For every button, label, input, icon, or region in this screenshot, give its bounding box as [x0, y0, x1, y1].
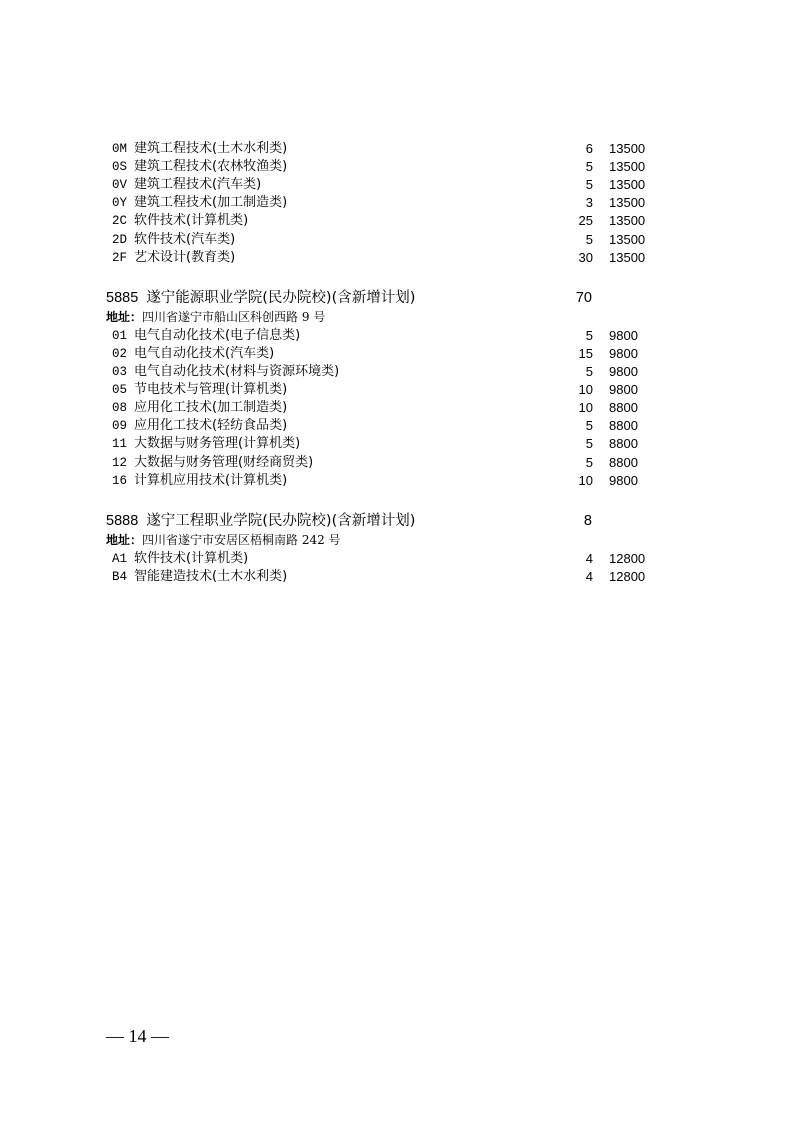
tuition-fee: 13500 [609, 177, 646, 192]
plan-count: 25 [578, 213, 593, 228]
plan-count: 4 [585, 569, 593, 584]
address-label: 地址： [106, 310, 143, 324]
major-name: 节电技术与管理(计算机类) [134, 382, 288, 397]
major-name: 应用化工技术(加工制造类) [134, 400, 288, 415]
major-code: 09 [112, 419, 128, 433]
major-code: 01 [112, 329, 128, 343]
table-row [0, 176, 793, 194]
table-row [0, 140, 793, 158]
tuition-fee: 13500 [609, 195, 646, 210]
major-name: 应用化工技术(轻纺食品类) [134, 418, 288, 433]
school-total-plan: 70 [575, 290, 592, 306]
plan-count: 5 [585, 232, 593, 247]
plan-count: 5 [585, 364, 593, 379]
school-heading [106, 288, 415, 308]
tuition-fee: 8800 [609, 418, 638, 433]
major-name: 建筑工程技术(土木水利类) [134, 141, 288, 156]
tuition-fee: 8800 [609, 455, 638, 470]
tuition-fee: 13500 [609, 159, 646, 174]
tuition-fee: 13500 [609, 250, 646, 265]
plan-count: 15 [578, 346, 593, 361]
major-code: B4 [112, 570, 128, 584]
table-row [0, 399, 793, 417]
table-row [0, 363, 793, 381]
page-number: — 14 — [106, 1026, 169, 1046]
plan-count: 5 [585, 418, 593, 433]
school-code: 5888 [106, 513, 139, 529]
plan-count: 5 [585, 159, 593, 174]
plan-count: 5 [585, 177, 593, 192]
table-row [0, 435, 793, 453]
major-name: 建筑工程技术(加工制造类) [134, 195, 288, 210]
table-row [0, 417, 793, 435]
major-code: 05 [112, 383, 128, 397]
major-code: 02 [112, 347, 128, 361]
major-code: 08 [112, 401, 128, 415]
school-name: 遂宁能源职业学院(民办院校)(含新增计划) [146, 290, 416, 306]
major-name: 大数据与财务管理(财经商贸类) [134, 455, 314, 470]
school-name: 遂宁工程职业学院(民办院校)(含新增计划) [146, 513, 416, 529]
address-label: 地址： [106, 533, 143, 547]
tuition-fee: 13500 [609, 141, 646, 156]
school-address [106, 309, 325, 325]
tuition-fee: 13500 [609, 213, 646, 228]
tuition-fee: 9800 [609, 328, 638, 343]
plan-count: 10 [578, 400, 593, 415]
school-heading [106, 511, 415, 531]
plan-count: 5 [585, 455, 593, 470]
address-text: 四川省遂宁市船山区科创西路 9 号 [142, 310, 326, 324]
major-code: 16 [112, 474, 128, 488]
major-code: 12 [112, 456, 128, 470]
major-name: 电气自动化技术(材料与资源环境类) [134, 364, 340, 379]
table-row [0, 454, 793, 472]
table-row [0, 381, 793, 399]
table-row [0, 345, 793, 363]
major-code: 2F [112, 251, 128, 265]
major-code: 0V [112, 178, 128, 192]
tuition-fee: 12800 [609, 569, 646, 584]
tuition-fee: 9800 [609, 473, 638, 488]
major-code: A1 [112, 552, 128, 566]
table-row [0, 231, 793, 249]
major-name: 电气自动化技术(电子信息类) [134, 328, 301, 343]
plan-count: 10 [578, 473, 593, 488]
major-name: 智能建造技术(土木水利类) [134, 569, 288, 584]
school-code: 5885 [106, 290, 139, 306]
plan-count: 30 [578, 250, 593, 265]
major-name: 建筑工程技术(农林牧渔类) [134, 159, 288, 174]
school-address [106, 532, 341, 548]
tuition-fee: 8800 [609, 400, 638, 415]
major-code: 11 [112, 437, 128, 451]
school-total-plan: 8 [583, 513, 592, 529]
tuition-fee: 12800 [609, 551, 646, 566]
table-row [0, 472, 793, 490]
major-name: 大数据与财务管理(计算机类) [134, 436, 301, 451]
tuition-fee: 9800 [609, 364, 638, 379]
major-name: 建筑工程技术(汽车类) [134, 177, 262, 192]
tuition-fee: 9800 [609, 346, 638, 361]
major-name: 电气自动化技术(汽车类) [134, 346, 275, 361]
table-row [0, 194, 793, 212]
major-code: 0Y [112, 196, 128, 210]
plan-count: 6 [585, 141, 593, 156]
plan-count: 5 [585, 328, 593, 343]
table-row [0, 249, 793, 267]
table-row [0, 550, 793, 568]
table-row [0, 158, 793, 176]
major-name: 艺术设计(教育类) [134, 250, 236, 265]
plan-count: 4 [585, 551, 593, 566]
major-name: 软件技术(汽车类) [134, 232, 236, 247]
major-name: 计算机应用技术(计算机类) [134, 473, 288, 488]
table-row [0, 212, 793, 230]
plan-count: 3 [585, 195, 593, 210]
address-text: 四川省遂宁市安居区梧桐南路 242 号 [142, 533, 341, 547]
tuition-fee: 9800 [609, 382, 638, 397]
plan-count: 10 [578, 382, 593, 397]
table-row [0, 568, 793, 586]
plan-count: 5 [585, 436, 593, 451]
major-code: 2D [112, 233, 128, 247]
major-code: 2C [112, 214, 128, 228]
tuition-fee: 13500 [609, 232, 646, 247]
major-name: 软件技术(计算机类) [134, 551, 249, 566]
tuition-fee: 8800 [609, 436, 638, 451]
major-code: 0S [112, 160, 128, 174]
major-code: 0M [112, 142, 128, 156]
major-code: 03 [112, 365, 128, 379]
table-row [0, 327, 793, 345]
major-name: 软件技术(计算机类) [134, 213, 249, 228]
